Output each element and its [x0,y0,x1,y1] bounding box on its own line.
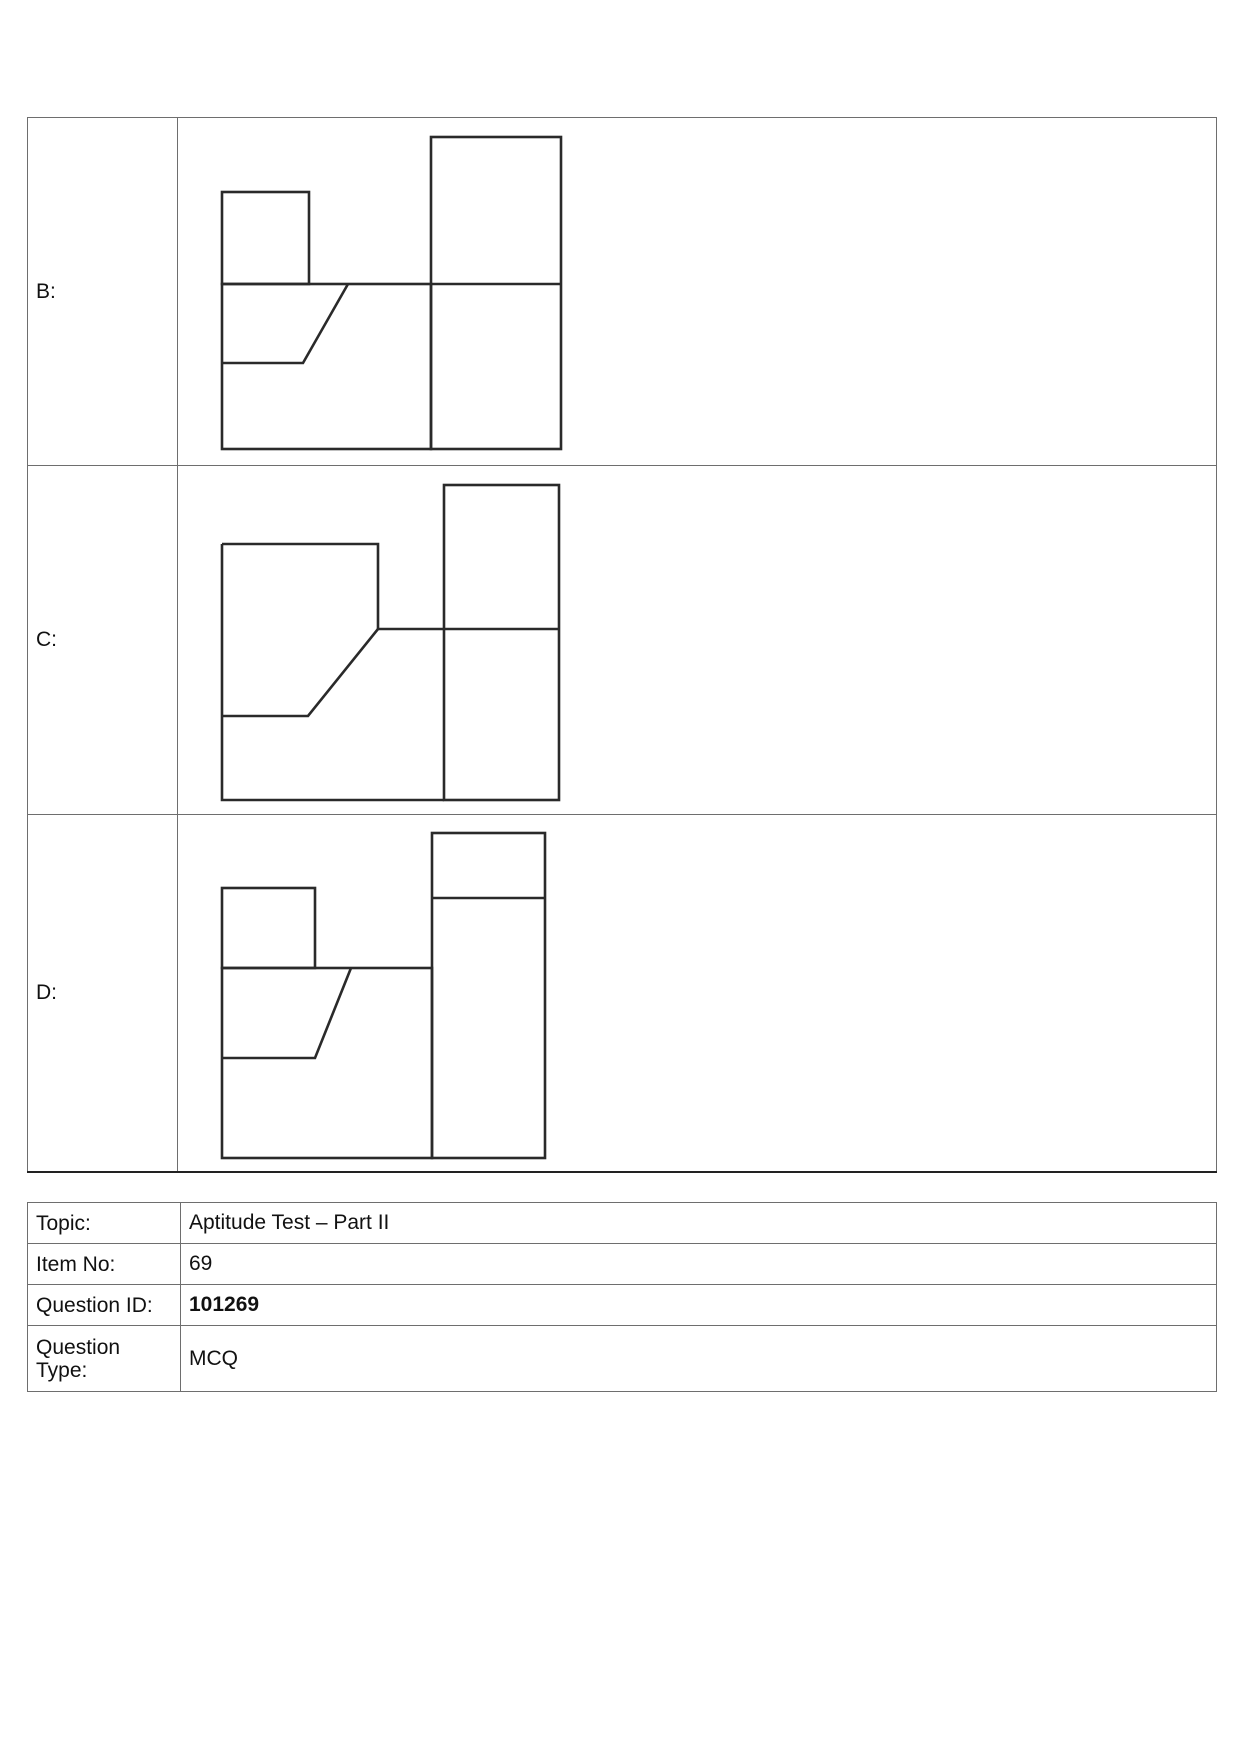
option-figure-cell-d[interactable] [178,815,1217,1172]
option-row-d [28,815,1217,1172]
meta-row-question-id [28,1285,1217,1326]
answer-options-table [27,117,1217,1173]
item-no-value: 69 [181,1244,1217,1285]
question-id-value: 101269 [181,1285,1217,1326]
option-row-c [28,466,1217,815]
question-meta-table [27,1202,1217,1392]
topic-label: Topic: [28,1203,181,1244]
option-label-c: C: [28,466,178,815]
option-figure-cell-b[interactable] [178,118,1217,466]
option-label-d: D: [28,815,178,1172]
meta-row-question-type [28,1326,1217,1392]
meta-row-topic [28,1203,1217,1244]
option-label-b: B: [28,118,178,466]
fig-c-shape [222,485,559,800]
fig-d-shape [222,833,545,1158]
question-id-label: Question ID: [28,1285,181,1326]
option-b-figure [178,119,1217,465]
option-figure-cell-c[interactable] [178,466,1217,815]
meta-row-item [28,1244,1217,1285]
option-d-figure [178,816,1217,1170]
question-type-label: Question Type: [28,1326,181,1392]
option-c-figure [178,467,1217,814]
question-type-value: MCQ [181,1326,1217,1392]
topic-value: Aptitude Test – Part II [181,1203,1217,1244]
item-no-label: Item No: [28,1244,181,1285]
option-row-b [28,118,1217,466]
fig-b-shape [222,137,561,449]
